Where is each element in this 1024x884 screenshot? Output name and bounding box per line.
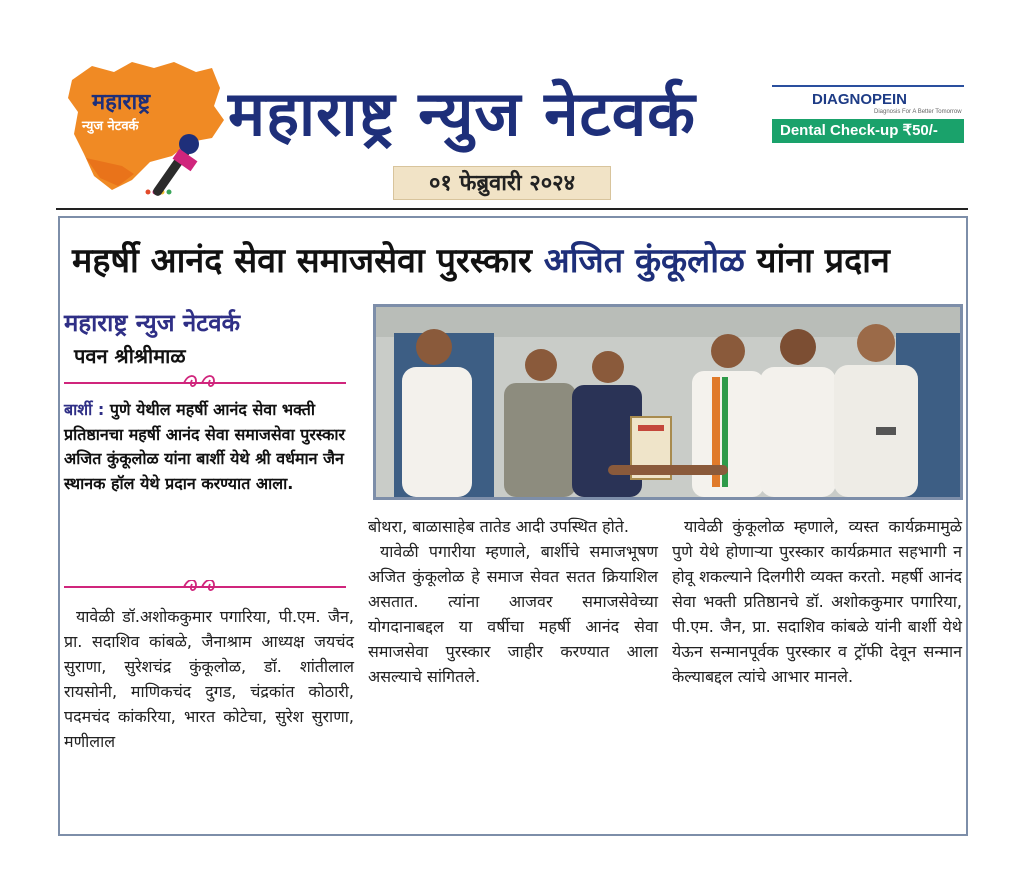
microphone-icon xyxy=(144,134,204,204)
masthead-title: महाराष्ट्र न्युज नेटवर्क xyxy=(228,77,696,150)
ad-brand: DIAGNOPEIN xyxy=(812,91,908,108)
ad-offer: Dental Check-up ₹50/- xyxy=(772,119,964,143)
author-name: पवन श्रीश्रीमाळ xyxy=(74,344,186,368)
publication-date: ०१ फेब्रुवारी २०२४ xyxy=(393,166,611,200)
article-frame xyxy=(58,216,968,836)
ad-top-rule xyxy=(772,85,964,87)
masthead-divider xyxy=(56,208,968,210)
headline-part-2: यांना प्रदान xyxy=(756,241,890,281)
article-headline xyxy=(72,236,890,282)
photo-illustration xyxy=(376,307,960,497)
column-2-paragraph-1: बोथरा, बाळासाहेब तातेड आदी उपस्थित होते. xyxy=(368,517,629,536)
lead-text: पुणे येथील महर्षी आनंद सेवा भक्ती प्रतिष्ठानचा महर्षी आनंद सेवा समाजसेवा पुरस्कार अजित कुंकूलोळ यांना बार्शी येथे श्री वर्धमान जैन स्थानक हॉल येथे प्रदान करण्यात आला. xyxy=(64,400,346,493)
ornamental-divider xyxy=(64,374,346,388)
diagnopein-ad[interactable] xyxy=(772,85,964,143)
article-lead xyxy=(64,398,346,496)
article-column-1 xyxy=(64,604,354,754)
award-ceremony-photo xyxy=(373,304,963,500)
ad-tagline: Diagnosis For A Better Tomorrow xyxy=(874,109,962,115)
column-2-paragraph-2: यावेळी पगारीया म्हणाले, बार्शीचे समाजभूषण अजित कुंकूलोळ हे समाज सेवत सतत क्रियाशिल असतात. त्यांना आजवर समाजसेवेच्या योगदानाबद्दल या वर्षीचा महर्षी आनंद सेवा समाजसेवा पुरस्कार जाहीर करण्यात आला असल्याचे सांगितले. xyxy=(368,542,658,686)
byline: महाराष्ट्र न्युज नेटवर्क xyxy=(64,309,241,337)
column-1-paragraph: यावेळी डॉ.अशोककुमार पगारिया, पी.एम. जैन, प्रा. सदाशिव कांबळे, जैनाश्राम आध्यक्ष जयचंद सुराणा, सुरेशचंद्र कुंकूलोळ, डॉ. शांतीलाल रायसोनी, माणिकचंद दुगड, चंद्रकांत कोठारी, पदमचंद कांकरिया, भारत कोटेचा, सुरेश सुराणा, मणीलाल xyxy=(64,607,354,751)
headline-name: अजित कुंकूलोळ xyxy=(543,241,745,281)
article-column-3 xyxy=(672,514,962,689)
column-3-paragraph: यावेळी कुंकूलोळ म्हणाले, व्यस्त कार्यक्रमामुळे पुणे येथे होणाऱ्या पुरस्कार कार्यक्रमात सहभागी न होवू शकल्याने दिलगीरी व्यक्त करतो. महर्षी आनंद सेवा भक्ती प्रतिष्ठानचे डॉ. अशोककुमार पगारिया, पी.एम. जैन, प्रा. सदाशिव कांबळे यांनी बार्शी येथे येऊन सन्मानपूर्वक पुरस्कार व ट्रॉफी देवून सन्मान केल्याबद्दल त्यांचे आभार मानले. xyxy=(672,517,962,686)
logo-subtitle: न्युज नेटवर्क xyxy=(82,119,139,134)
article-column-2 xyxy=(368,514,658,689)
masthead-logo xyxy=(62,58,227,196)
logo-title: महाराष्ट्र xyxy=(92,90,151,115)
ornamental-divider xyxy=(64,580,346,594)
dateline-place: बार्शी : xyxy=(64,400,105,419)
headline-part-1: महर्षी आनंद सेवा समाजसेवा पुरस्कार xyxy=(72,241,532,281)
